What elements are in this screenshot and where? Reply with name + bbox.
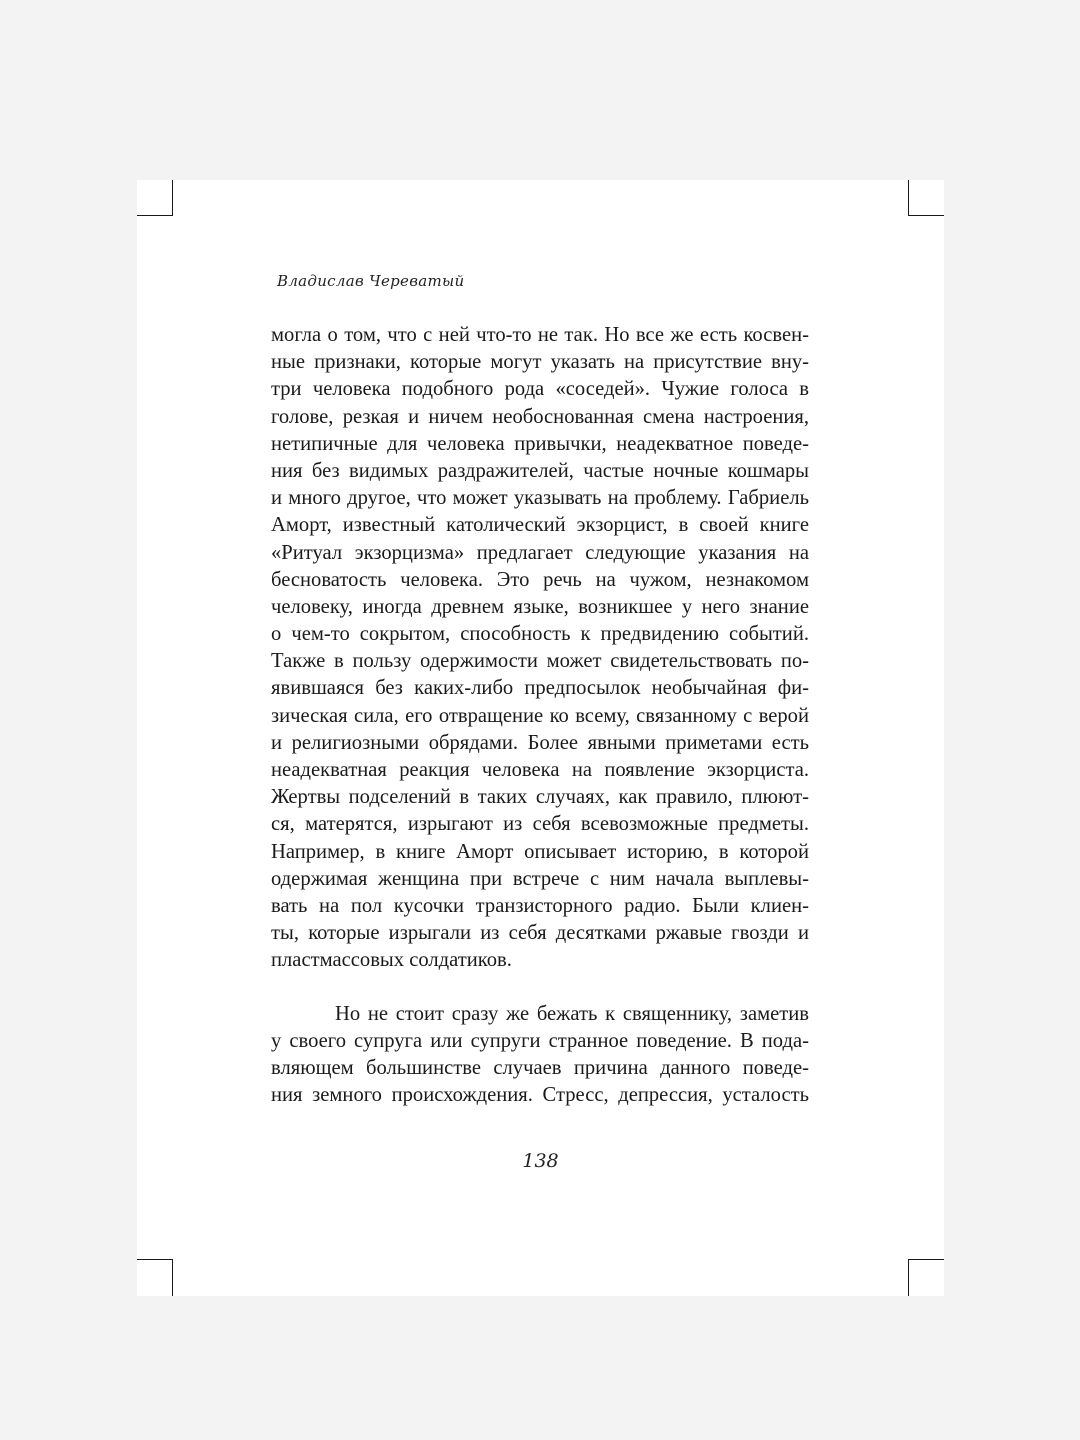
text-line: и много другое, что может указывать на проблему. Габриель <box>271 487 809 510</box>
text-line: о чем-то сокрытом, способность к предвидению событий. <box>271 623 809 646</box>
text-line: Например, в книге Аморт описывает историю, в которой <box>271 840 809 863</box>
text-line: ся, матерятся, изрыгают из себя всевозможные предметы. <box>271 813 809 836</box>
crop-mark-top-left-v <box>172 180 173 216</box>
crop-mark-top-right-v <box>908 180 909 216</box>
text-line: неадекватная реакция человека на появление экзорциста. <box>271 759 809 781</box>
text-line: человеку, иногда древнем языке, возникшее у него знание <box>271 595 809 618</box>
book-page <box>137 180 944 1296</box>
crop-mark-top-right-h <box>908 215 944 216</box>
text-line: «Ритуал экзорцизма» предлагает следующие указания на <box>271 541 809 564</box>
paragraph <box>271 322 809 975</box>
crop-mark-bottom-right-v <box>908 1260 909 1296</box>
text-line: голове, резкая и ничем необоснованная смена настроения, <box>271 405 809 428</box>
text-line: Жертвы подселений в таких случаях, как правило, плюют- <box>271 786 809 809</box>
paragraph-gap <box>271 975 809 1001</box>
text-line: вать на пол кусочки транзисторного радио. Были клиен- <box>271 894 809 917</box>
crop-mark-bottom-left-h <box>137 1259 173 1260</box>
text-line: ния земного происхождения. Стресс, депрессия, усталость <box>271 1084 809 1107</box>
text-line: Но не стоит сразу же бежать к священнику, заметив <box>335 1002 809 1025</box>
text-line: Аморт, известный католический экзорцист, в своей книге <box>271 514 809 537</box>
text-line: ты, которые изрыгали из себя десятками ржавые гвозди и <box>271 922 809 945</box>
paragraph <box>271 1001 809 1110</box>
text-line: три человека подобного рода «соседей». Чужие голоса в <box>271 378 809 401</box>
body-text <box>271 322 809 1109</box>
text-line: ные признаки, которые могут указать на присутствие вну- <box>271 351 809 374</box>
running-head-author: Владислав Череватый <box>277 272 465 290</box>
text-line: вляющем большинстве случаев причина данного поведе- <box>271 1056 809 1079</box>
page-number: 138 <box>522 1150 559 1172</box>
text-line: одержимая женщина при встрече с ним начала выплевы- <box>271 867 809 890</box>
text-line: Также в пользу одержимости может свидетельствовать по- <box>271 650 809 673</box>
text-line: пластмассовых солдатиков. <box>271 949 512 972</box>
text-line: у своего супруга или супруги странное поведение. В пода- <box>271 1029 809 1052</box>
text-line: нетипичные для человека привычки, неадекватное поведе- <box>271 432 809 455</box>
text-line: явившаяся без каких-либо предпосылок необычайная фи- <box>271 677 809 700</box>
text-line: и религиозными обрядами. Более явными приметами есть <box>271 731 809 754</box>
text-line: зическая сила, его отвращение ко всему, связанному с верой <box>271 704 809 727</box>
text-line: ния без видимых раздражителей, частые ночные кошмары <box>271 459 809 482</box>
crop-mark-bottom-right-h <box>908 1259 944 1260</box>
text-line: могла о том, что с ней что-то не так. Но все же есть косвен- <box>271 324 809 346</box>
crop-mark-top-left-h <box>137 215 173 216</box>
text-line: бесноватость человека. Это речь на чужом, незнакомом <box>271 568 809 591</box>
crop-mark-bottom-left-v <box>172 1260 173 1296</box>
